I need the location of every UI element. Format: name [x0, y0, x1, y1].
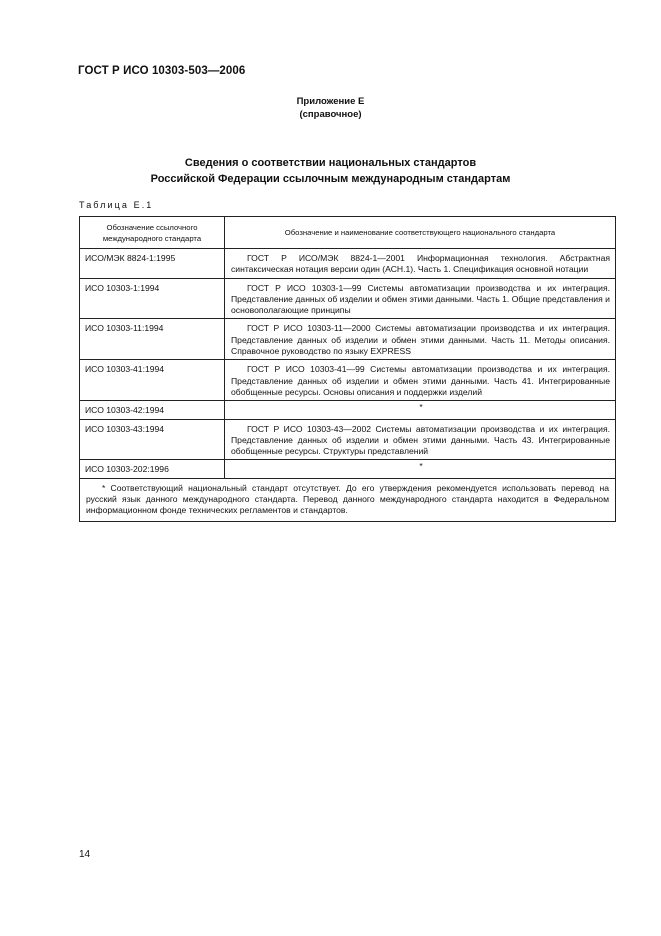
section-title-line-2: Российской Федерации ссылочным международным стандартам: [150, 173, 511, 185]
section-title: [0, 155, 661, 187]
reference-cell: ИСО 10303-42:1994: [80, 401, 225, 419]
national-standard-cell: ГОСТ Р ИСО 10303-1—99 Системы автоматизации производства и их интеграция. Представление данных об изделии и обмен этими данными. Часть 1. Общие представления и основополагающие принципы: [225, 278, 616, 319]
national-standard-cell: ГОСТ Р ИСО 10303-41—99 Системы автоматизации производства и их интеграция. Представление данных об изделии и обмен этими данными. Часть 41. Интегрированные обобщенные ресурсы. Основы описания и поддержки изделий: [225, 360, 616, 401]
table-footnote-row: [80, 478, 616, 521]
annex-subtitle: (справочное): [299, 109, 362, 120]
page-number: 14: [79, 849, 91, 860]
reference-cell: ИСО 10303-11:1994: [80, 319, 225, 360]
reference-cell: ИСО 10303-41:1994: [80, 360, 225, 401]
table-row: [80, 460, 616, 478]
table-footnote: * Соответствующий национальный стандарт отсутствует. До его утверждения рекомендуется использовать перевод на русский язык данного международного стандарта. Перевод данного международного стандарта находится в Федеральном информационном фонде технических регламентов и стандартов.: [80, 478, 616, 521]
table-row: [80, 278, 616, 319]
national-standard-cell: ГОСТ Р ИСО/МЭК 8824-1—2001 Информационная технология. Абстрактная синтаксическая нотация версии один (АСН.1). Часть 1. Спецификация основной нотации: [225, 249, 616, 279]
table-row: [80, 249, 616, 279]
national-standard-cell: ГОСТ Р ИСО 10303-43—2002 Системы автоматизации производства и их интеграция. Представление данных об изделии и обмен этими данными. Часть 43. Интегрированные обобщенные ресурсы. Структуры представлений: [225, 419, 616, 460]
reference-cell: ИСО 10303-43:1994: [80, 419, 225, 460]
table-row: [80, 319, 616, 360]
reference-cell: ИСО/МЭК 8824-1:1995: [80, 249, 225, 279]
table-row: [80, 360, 616, 401]
correspondence-table: [79, 216, 616, 522]
annex-heading: [0, 95, 661, 121]
table-header-row: [80, 217, 616, 249]
national-standard-cell: *: [225, 401, 616, 419]
header-national-standard: Обозначение и наименование соответствующего национального стандарта: [225, 217, 616, 249]
section-title-line-1: Сведения о соответствии национальных стандартов: [184, 157, 477, 169]
document-header: ГОСТ Р ИСО 10303-503—2006: [78, 65, 246, 77]
table-row: [80, 419, 616, 460]
header-reference-standard: Обозначение ссылочного международного стандарта: [80, 217, 225, 249]
table-row: [80, 401, 616, 419]
reference-cell: ИСО 10303-202:1996: [80, 460, 225, 478]
national-standard-cell: *: [225, 460, 616, 478]
national-standard-cell: ГОСТ Р ИСО 10303-11—2000 Системы автоматизации производства и их интеграция. Представление данных об изделии и обмен этими данными. Часть 11. Методы описания. Справочное руководство по языку EXPRESS: [225, 319, 616, 360]
reference-cell: ИСО 10303-1:1994: [80, 278, 225, 319]
annex-title: Приложение Е: [296, 96, 365, 107]
table-caption: Таблица Е.1: [79, 200, 154, 210]
